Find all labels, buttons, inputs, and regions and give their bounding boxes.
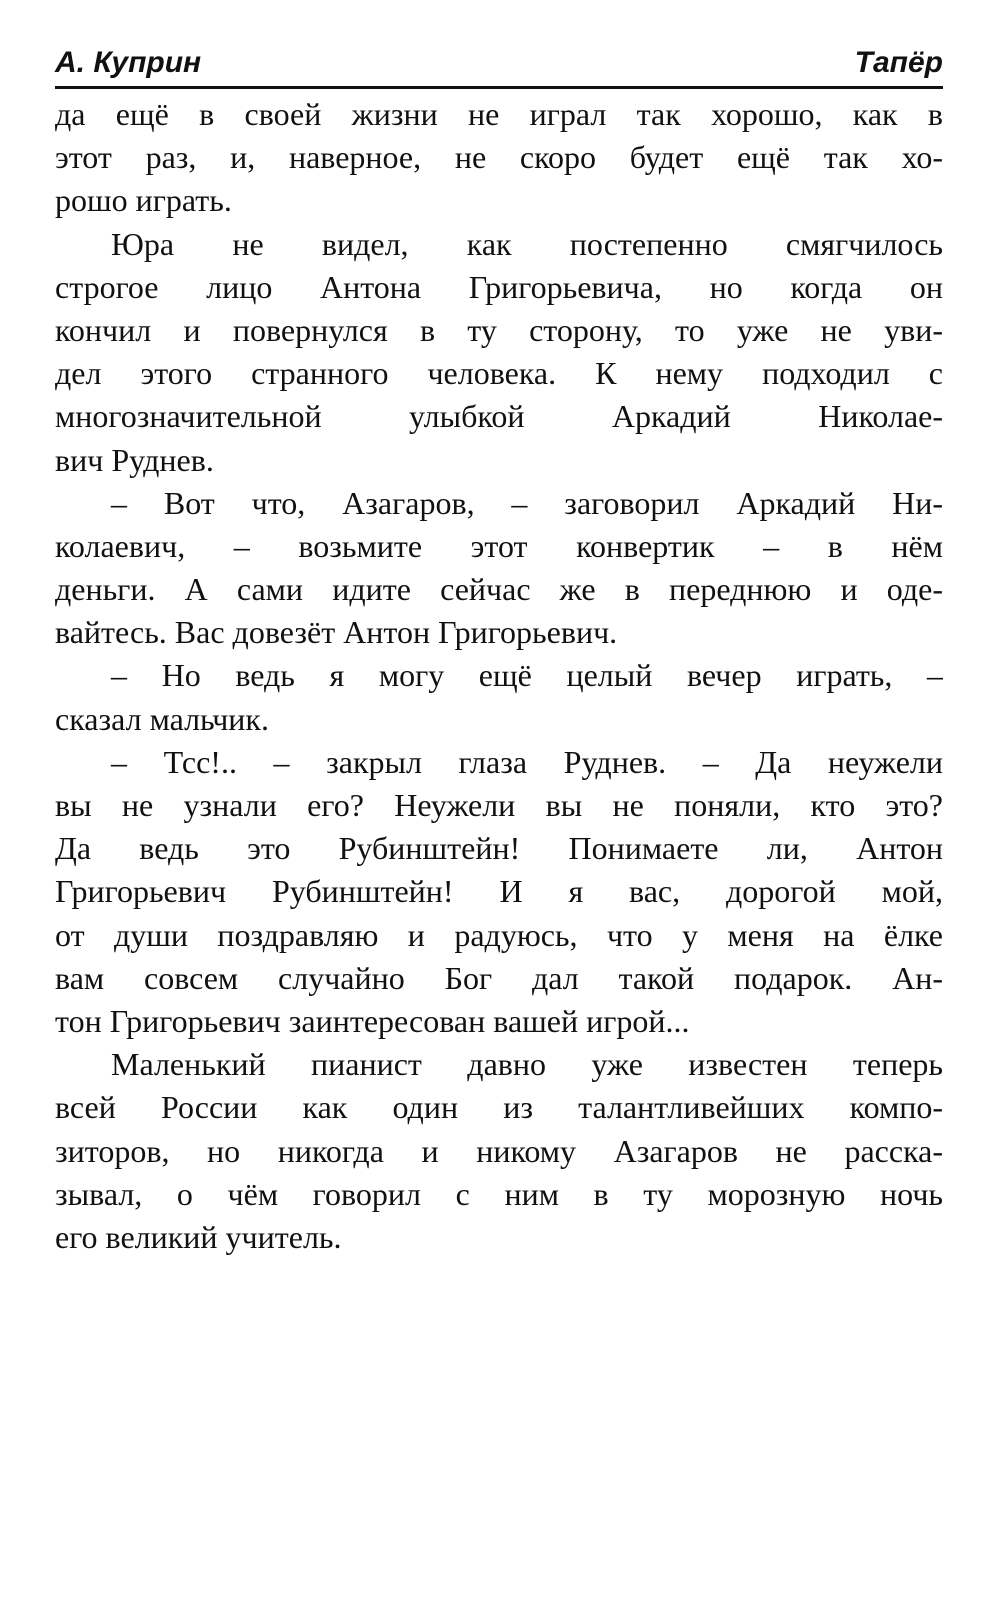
text-line: Юра не видел, как постепенно смягчилось: [111, 225, 943, 262]
running-head: [55, 44, 943, 84]
text-line: вич Руднев.: [55, 441, 214, 478]
header-rule: [55, 86, 943, 89]
text-line: от души поздравляю и радуюсь, что у меня на ёлке: [55, 916, 943, 953]
text-line: деньги. А сами идите сейчас же в переднюю и оде-: [55, 571, 943, 608]
text-line: многозначительной улыбкой Аркадий Николае-: [55, 398, 943, 435]
running-head-title: Тапёр: [854, 46, 943, 79]
text-line: строгое лицо Антона Григорьевича, но когда он: [55, 268, 943, 305]
text-line: колаевич, – возьмите этот конвертик – в нём: [55, 527, 943, 564]
text-line: всей России как один из талантливейших компо-: [55, 1089, 943, 1126]
text-line: да ещё в своей жизни не играл так хорошо, как в: [55, 96, 943, 132]
text-line: Григорьевич Рубинштейн! И я вас, дорогой мой,: [55, 873, 943, 910]
text-line: – Но ведь я могу ещё целый вечер играть, –: [111, 657, 943, 694]
text-line: – Вот что, Азагаров, – заговорил Аркадий Ни-: [111, 484, 943, 521]
text-line: тон Григорьевич заинтересован вашей игрой...: [55, 1002, 690, 1039]
text-line: сказал мальчик.: [55, 700, 269, 737]
text-line: рошо играть.: [55, 182, 232, 219]
text-line: кончил и повернулся в ту сторону, то уже не уви-: [55, 311, 943, 348]
text-line: этот раз, и, наверное, не скоро будет ещё так хо-: [55, 139, 943, 176]
text-line: вы не узнали его? Неужели вы не поняли, кто это?: [55, 787, 943, 823]
text-line: дел этого странного человека. К нему подходил с: [55, 355, 943, 392]
text-line: зиторов, но никогда и никому Азагаров не расска-: [55, 1132, 943, 1169]
text-line: Да ведь это Рубинштейн! Понимаете ли, Антон: [55, 830, 943, 867]
text-line: вайтесь. Вас довезёт Антон Григорьевич.: [55, 614, 618, 651]
running-head-author: А. Куприн: [55, 46, 202, 79]
text-line: вам совсем случайно Бог дал такой подарок. Ан-: [55, 959, 943, 996]
book-page: [55, 44, 943, 1259]
text-line: Маленький пианист давно уже известен теперь: [111, 1046, 943, 1083]
text-line: его великий учитель.: [55, 1218, 342, 1255]
text-line: зывал, о чём говорил с ним в ту морозную ночь: [55, 1175, 943, 1212]
text-line: – Тсс!.. – закрыл глаза Руднев. – Да неужели: [111, 743, 943, 780]
body-text: [55, 93, 943, 1259]
